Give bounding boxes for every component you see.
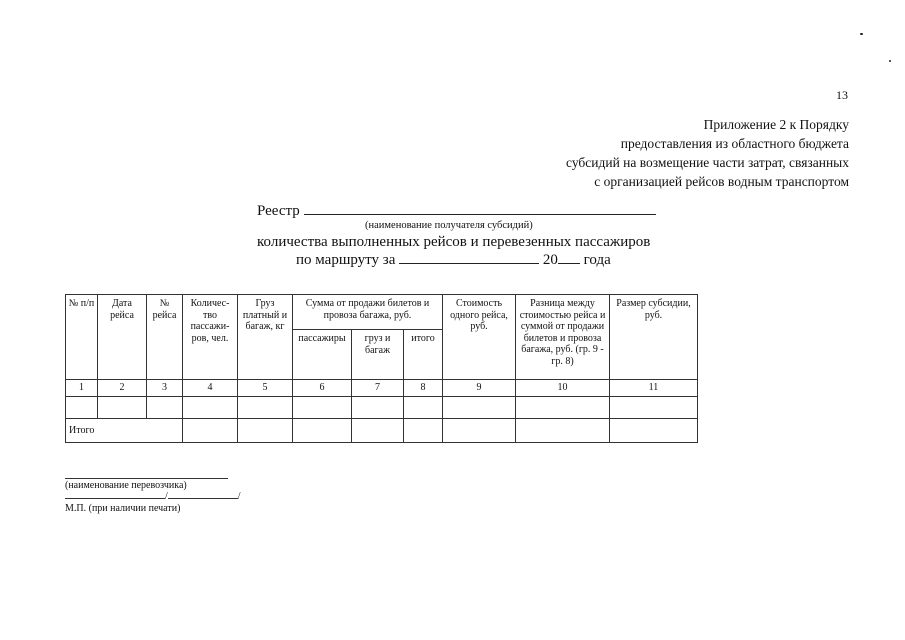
scan-speck <box>860 33 863 35</box>
table-cell[interactable] <box>147 397 183 419</box>
column-number: 2 <box>98 380 147 397</box>
appendix-line: Приложение 2 к Порядку <box>703 117 849 132</box>
registry-label: Реестр <box>257 203 300 219</box>
table-cell[interactable] <box>183 419 238 443</box>
carrier-caption: (наименование перевозчика) <box>65 480 187 491</box>
table-cell[interactable] <box>443 419 516 443</box>
header-col-cargo: Груз платный и багаж, кг <box>238 295 293 380</box>
stamp-note: М.П. (при наличии печати) <box>65 503 181 514</box>
period-line <box>296 250 611 269</box>
signature-blank <box>65 488 165 499</box>
table-cell[interactable] <box>293 397 352 419</box>
table-cell[interactable] <box>98 397 147 419</box>
header-col-sales-total: итого <box>404 330 443 380</box>
column-number: 4 <box>183 380 238 397</box>
year-suffix: года <box>583 252 611 268</box>
table-cell[interactable] <box>516 419 610 443</box>
appendix-header <box>566 115 849 191</box>
registry-title <box>257 200 656 220</box>
period-blank <box>399 250 539 264</box>
header-col-number: № п/п <box>66 295 98 380</box>
period-prefix: по маршруту за <box>296 252 396 268</box>
table-cell[interactable] <box>610 419 698 443</box>
signature-slash: / <box>165 491 168 502</box>
column-number: 10 <box>516 380 610 397</box>
year-prefix: 20 <box>542 252 558 268</box>
recipient-caption: (наименование получателя субсидий) <box>365 220 533 231</box>
table-cell[interactable] <box>183 397 238 419</box>
year-blank <box>558 250 580 264</box>
table-cell[interactable] <box>404 419 443 443</box>
header-col-trip-cost: Стоимость одного рейса, руб. <box>443 295 516 380</box>
signature-name-blank <box>168 488 238 499</box>
total-label: Итого <box>66 419 183 443</box>
header-col-difference: Разница между стоимостью рейса и суммой от продажи билетов и провоза багажа, руб. (гр. 9 - гр. 8) <box>516 295 610 380</box>
column-number: 9 <box>443 380 516 397</box>
registry-table <box>65 294 698 443</box>
header-col-date: Дата рейса <box>98 295 147 380</box>
table-cell[interactable] <box>352 419 404 443</box>
table-cell[interactable] <box>293 419 352 443</box>
appendix-line: с организацией рейсов водным транспортом <box>594 174 849 189</box>
column-number: 11 <box>610 380 698 397</box>
header-col-passengers: Количес-тво пассажи-ров, чел. <box>183 295 238 380</box>
table-cell[interactable] <box>404 397 443 419</box>
table-cell[interactable] <box>352 397 404 419</box>
header-col-subsidy: Размер субсидии, руб. <box>610 295 698 380</box>
total-row <box>66 419 698 443</box>
column-number: 8 <box>404 380 443 397</box>
signature-slash: / <box>237 491 241 502</box>
table-cell[interactable] <box>66 397 98 419</box>
registry-subtitle: количества выполненных рейсов и перевезенных пассажиров <box>257 234 651 250</box>
header-col-trip: № рейса <box>147 295 183 380</box>
signature-line <box>65 488 241 502</box>
table-row <box>66 397 698 419</box>
appendix-line: субсидий на возмещение части затрат, связанных <box>566 155 849 170</box>
column-number: 1 <box>66 380 98 397</box>
table-cell[interactable] <box>516 397 610 419</box>
column-number: 5 <box>238 380 293 397</box>
table-cell[interactable] <box>238 397 293 419</box>
appendix-line: предоставления из областного бюджета <box>620 136 849 151</box>
table-cell[interactable] <box>443 397 516 419</box>
header-col-sales-passengers: пассажиры <box>293 330 352 380</box>
page-number: 13 <box>836 88 848 102</box>
scan-speck <box>889 60 891 62</box>
column-number: 6 <box>293 380 352 397</box>
table-cell[interactable] <box>238 419 293 443</box>
column-number-row <box>66 380 698 397</box>
column-number: 7 <box>352 380 404 397</box>
carrier-name-line <box>65 478 228 479</box>
header-group-sales: Сумма от продажи билетов и провоза багажа, руб. <box>293 295 443 330</box>
header-col-sales-cargo: груз и багаж <box>352 330 404 380</box>
column-number: 3 <box>147 380 183 397</box>
table-cell[interactable] <box>610 397 698 419</box>
recipient-blank <box>304 200 656 215</box>
